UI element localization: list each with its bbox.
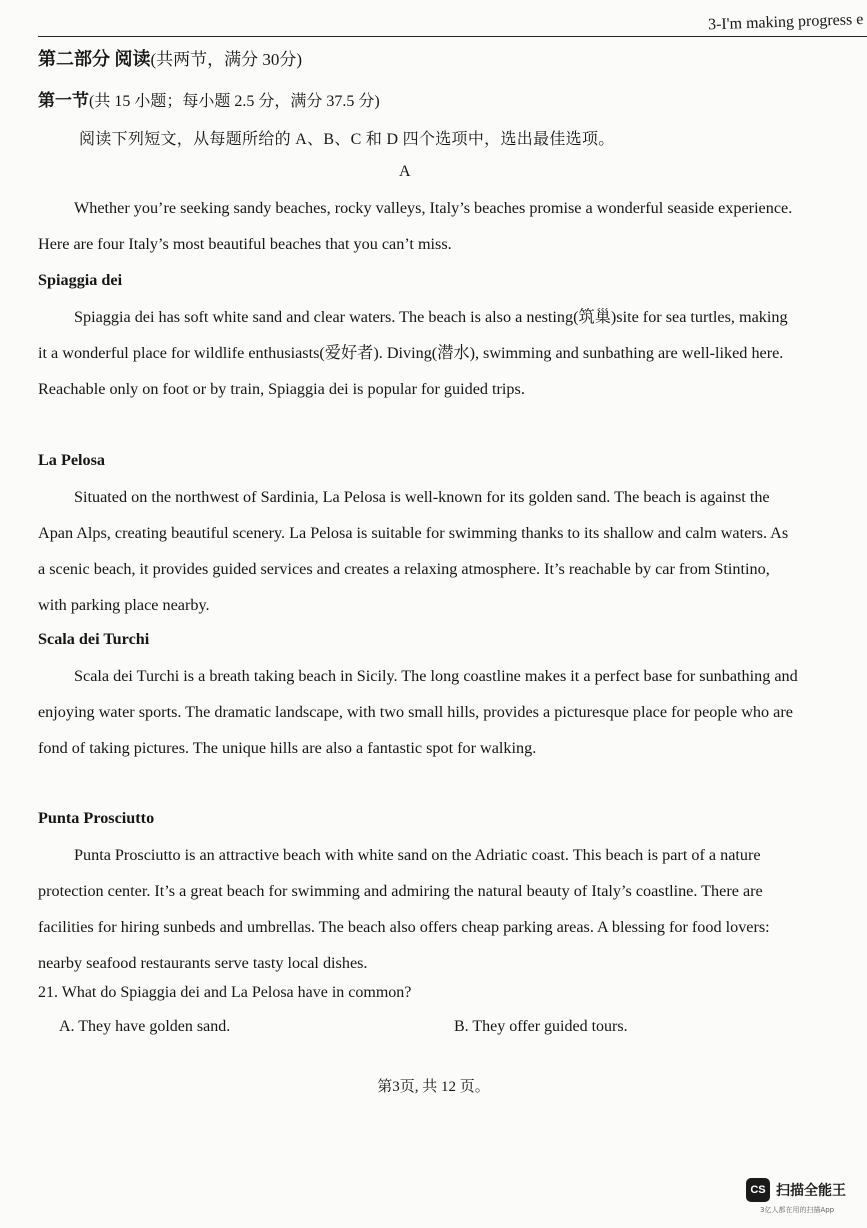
part-title-bold: 第二部分 阅读 xyxy=(38,49,151,69)
option-b: B. They offer guided tours. xyxy=(454,1018,628,1035)
scanner-tagline: 3亿人都在用的扫描App xyxy=(760,1206,835,1214)
beach-heading: Spiaggia dei xyxy=(38,271,123,289)
part-title xyxy=(38,45,302,71)
header-rule xyxy=(38,36,867,37)
camscanner-logo-icon: CS xyxy=(746,1178,770,1202)
part-title-rest: (共两节，满分 30分) xyxy=(150,50,303,69)
question-stem: 21. What do Spiaggia dei and La Pelosa have in common? xyxy=(38,984,412,1001)
section-title-bold: 第一节 xyxy=(38,91,89,110)
beach-heading: La Pelosa xyxy=(38,451,105,469)
running-header: 3-I'm making progress e xyxy=(707,11,864,34)
beach-description: Spiaggia dei has soft white sand and clear waters. The beach is also a nesting(筑巢)site for sea turtles, making it a wonderful place for wildlife enthusiasts(爱好者). Diving(潜水), swimming and sunbathing are well-liked here. Reachable only on foot or by train, Spiaggia dei is popular for guided trips. xyxy=(38,308,788,398)
beach-description: Scala dei Turchi is a breath taking beach in Sicily. The long coastline makes it a perfect base for sunbathing and enjoying water sports. The dramatic landscape, with two small hills, provides a picturesque place for people who are fond of taking pictures. The unique hills are also a fantastic spot for walking. xyxy=(38,667,798,757)
section-title-rest: (共 15 小题；每小题 2.5 分，满分 37.5 分) xyxy=(89,93,380,110)
scanner-name: 扫描全能王 xyxy=(776,1183,846,1199)
passage-label: A xyxy=(399,163,411,180)
scanner-watermark xyxy=(746,1178,856,1218)
instructions: 阅读下列短文，从每题所给的 A、B、C 和 D 四个选项中，选出最佳选项。 xyxy=(79,131,615,148)
beach-heading: Scala dei Turchi xyxy=(38,630,150,648)
passage-intro: Whether you’re seeking sandy beaches, rocky valleys, Italy’s beaches promise a wonderful seaside experience. Here are four Italy’s most beautiful beaches that you can’t miss. xyxy=(38,199,793,253)
beach-description: Situated on the northwest of Sardinia, La Pelosa is well-known for its golden sand. The beach is against the Apan Alps, creating beautiful scenery. La Pelosa is suitable for swimming thanks to its shallow and calm waters. As a scenic beach, it provides guided services and creates a relaxing atmosphere. It’s reachable by car from Stintino, with parking place nearby. xyxy=(38,488,789,614)
beach-heading: Punta Prosciutto xyxy=(38,809,155,827)
page-footer: 第3页, 共 12 页。 xyxy=(377,1079,490,1095)
beach-description: Punta Prosciutto is an attractive beach with white sand on the Adriatic coast. This beach is part of a nature protection center. It’s a great beach for swimming and admiring the natural beauty of Italy’s coastline. There are facilities for hiring sunbeds and umbrellas. The beach also offers cheap parking areas. A blessing for food lovers: nearby seafood restaurants serve tasty local dishes. xyxy=(38,846,770,972)
section-title xyxy=(38,86,380,111)
option-a: A. They have golden sand. xyxy=(59,1018,231,1035)
